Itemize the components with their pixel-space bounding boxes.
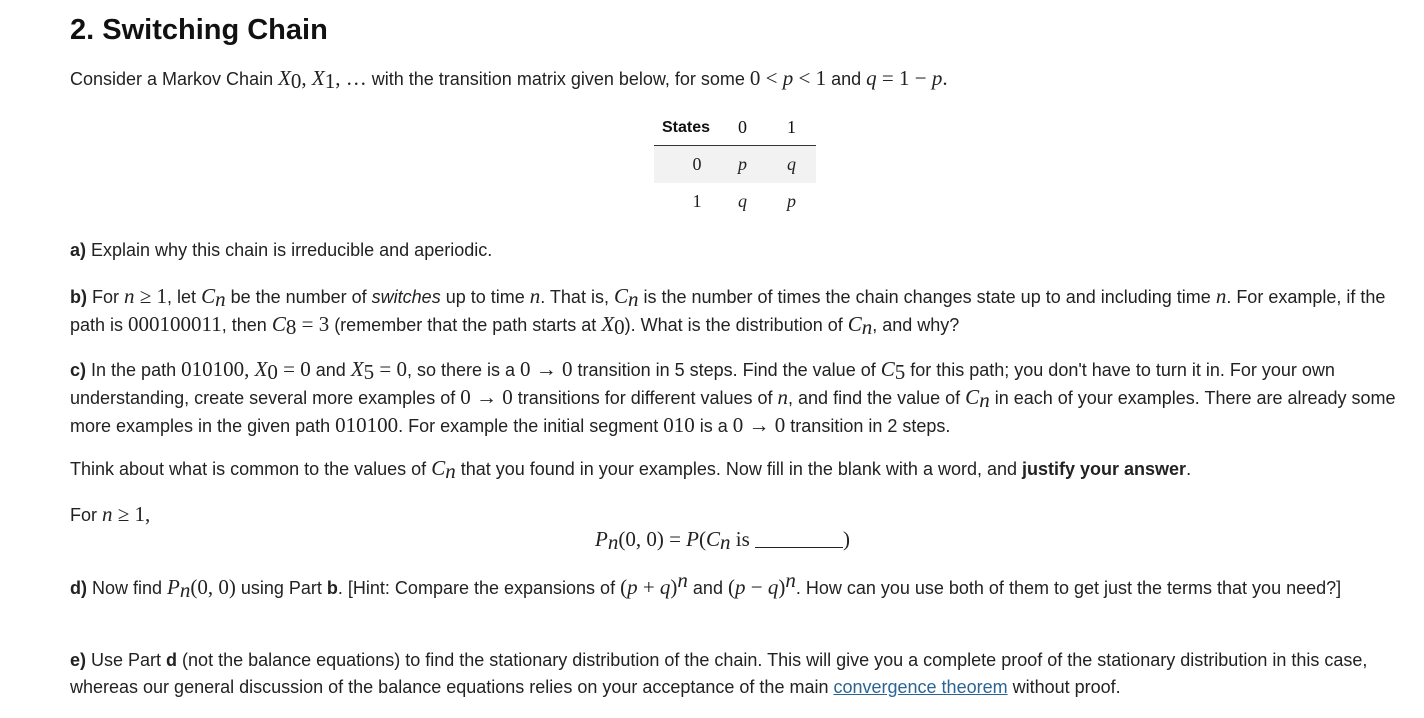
page-title: 2. Switching Chain <box>70 14 328 46</box>
fill-in-equation: $P_n(0$, $0) = P(C_n$ is ) <box>595 527 851 554</box>
part-e: e) Use Part d (not the balance equations) to find the stationary distribution of the chain. This will give you a complete proof of the stationary distribution in this case, whereas our general discussion of the balance equations relies on your acceptance of the main convergence theorem without proof. <box>70 650 1368 697</box>
intro-paragraph: Consider a Markov Chain $X_0$, $X_1$, … with the transition matrix given below, for some 0 < p < 1 and q = 1 − p. <box>70 66 948 93</box>
transition-matrix-table <box>654 113 816 220</box>
header-states: States <box>654 113 718 146</box>
part-c: c) In the path 010100, $X_0 = 0$ and $X_5 = 0$, so there is a 0 → 0 transition in 5 steps. Find the value of $C_5$ for this path; you don't have to turn it in. For your own understanding, create several more examples of 0 → 0 transitions for different values of n, and find the value of $C_n$ in each of your examples. There are already some more examples in the given path 010100. For example the initial segment 010 is a 0 → 0 transition in 2 steps. <box>70 357 1396 437</box>
convergence-theorem-link[interactable]: convergence theorem <box>833 677 1008 697</box>
header-state-0: 0 <box>718 113 767 146</box>
for-n-line: For n ≥ 1, <box>70 502 151 526</box>
think-paragraph: Think about what is common to the values of $C_n$ that you found in your examples. Now fill in the blank with a word, and justify your answer. <box>70 456 1192 483</box>
part-b: b) For n ≥ 1, let $C_n$ be the number of switches up to time n. That is, $C_n$ is the number of times the chain changes state up to and including time n. For example, if the path is 000100011, then $C_8 = 3$ (remember that the path starts at $X_0$). What is the distribution of $C_n$, and why? <box>70 284 1386 339</box>
answer-blank <box>755 529 843 548</box>
part-d: d) Now find $P_n(0$, 0) using Part b. [Hint: Compare the expansions of $(p + q)^n$ and $(p - q)^n$. How can you use both of them to get just the terms that you need?] <box>70 568 1342 602</box>
table-row: 0 p q <box>654 146 816 184</box>
table-header-row <box>654 113 816 146</box>
part-a: a) Explain why this chain is irreducible and aperiodic. <box>70 240 493 260</box>
table-row: 1 q p <box>692 191 797 211</box>
header-state-1: 1 <box>767 113 816 146</box>
